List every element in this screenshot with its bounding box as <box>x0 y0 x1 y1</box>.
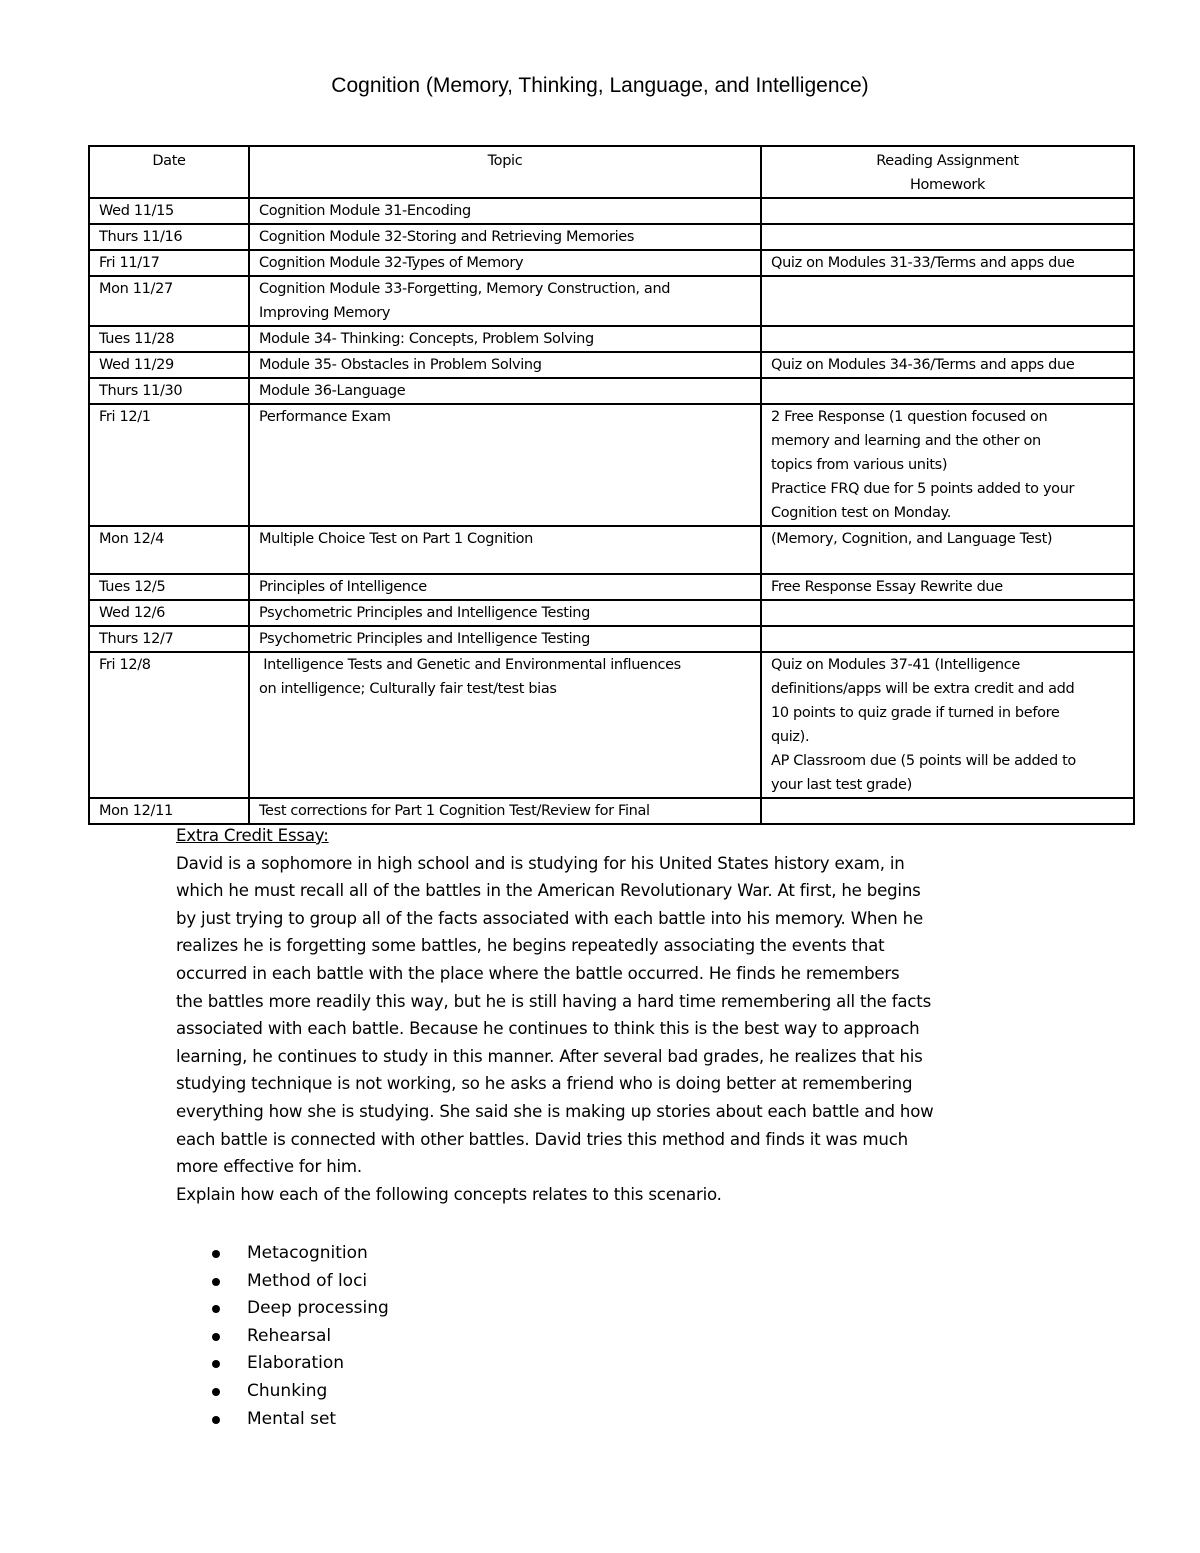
table-row <box>89 352 1134 378</box>
concept-label: Rehearsal <box>247 1325 332 1346</box>
date-cell: Tues 12/5 <box>89 574 249 600</box>
concept-item <box>212 1323 389 1351</box>
essay-line: David is a sophomore in high school and is studying for his United States history exam, in <box>176 853 905 873</box>
date-cell: Thurs 12/7 <box>89 626 249 652</box>
table-row <box>89 600 1134 626</box>
concept-item <box>212 1378 389 1406</box>
topic-cell: Cognition Module 32-Storing and Retrieving Memories <box>249 224 761 250</box>
homework-cell <box>761 224 1134 250</box>
homework-cell: Quiz on Modules 31-33/Terms and apps due <box>761 250 1134 276</box>
bullet-icon <box>212 1416 220 1424</box>
homework-cell: Quiz on Modules 34-36/Terms and apps due <box>761 352 1134 378</box>
bullet-icon <box>212 1333 220 1341</box>
table-row <box>89 224 1134 250</box>
bullet-icon <box>212 1250 220 1258</box>
date-cell: Mon 12/11 <box>89 798 249 824</box>
concept-item <box>212 1350 389 1378</box>
essay-line: everything how she is studying. She said she is making up stories about each battle and how <box>176 1101 934 1121</box>
topic-cell: Module 34- Thinking: Concepts, Problem Solving <box>249 326 761 352</box>
table-row <box>89 404 1134 526</box>
essay-line: realizes he is forgetting some battles, he begins repeatedly associating the events that <box>176 936 885 956</box>
table-row <box>89 574 1134 600</box>
essay-line: which he must recall all of the battles in the American Revolutionary War. At first, he begins <box>176 881 921 901</box>
homework-cell <box>761 378 1134 404</box>
concept-label: Chunking <box>247 1380 328 1401</box>
topic-cell: Test corrections for Part 1 Cognition Test/Review for Final <box>249 798 761 824</box>
concept-label: Deep processing <box>247 1298 389 1319</box>
bullet-icon <box>212 1388 220 1396</box>
bullet-icon <box>212 1305 220 1313</box>
concept-label: Method of loci <box>247 1270 368 1291</box>
date-cell: Wed 11/29 <box>89 352 249 378</box>
homework-cell <box>761 798 1134 824</box>
table-row <box>89 250 1134 276</box>
homework-cell <box>761 600 1134 626</box>
topic-cell: Principles of Intelligence <box>249 574 761 600</box>
table-row <box>89 326 1134 352</box>
homework-cell <box>761 326 1134 352</box>
essay-line: by just trying to group all of the facts associated with each battle into his memory. When he <box>176 908 923 928</box>
table-row <box>89 798 1134 824</box>
page-title: Cognition (Memory, Thinking, Language, and Intelligence) <box>331 74 869 97</box>
date-cell: Fri 11/17 <box>89 250 249 276</box>
table-row <box>89 198 1134 224</box>
concept-label: Metacognition <box>247 1243 368 1263</box>
homework-cell: Quiz on Modules 37-41 (Intelligence definitions/apps will be extra credit and add 10 points to quiz grade if turned in before quiz). AP Classroom due (5 points will be added to your last test grade) <box>761 652 1134 798</box>
topic-cell: Intelligence Tests and Genetic and Environmental influences on intelligence; Culturally fair test/test bias <box>249 652 761 798</box>
table-row <box>89 526 1134 574</box>
concept-item <box>212 1406 389 1434</box>
topic-cell: Module 36-Language <box>249 378 761 404</box>
concept-item <box>212 1295 389 1323</box>
date-cell: Mon 11/27 <box>89 276 249 326</box>
essay-line: studying technique is not working, so he asks a friend who is doing better at remembering <box>176 1074 913 1094</box>
date-cell: Fri 12/8 <box>89 652 249 798</box>
topic-cell: Psychometric Principles and Intelligence Testing <box>249 626 761 652</box>
topic-cell: Psychometric Principles and Intelligence Testing <box>249 600 761 626</box>
essay-line: the battles more readily this way, but he is still having a hard time remembering all the facts <box>176 991 932 1011</box>
extra-credit-essay <box>176 822 1056 1208</box>
table-header-row <box>89 146 1134 198</box>
essay-line: Explain how each of the following concepts relates to this scenario. <box>176 1184 722 1204</box>
topic-cell: Multiple Choice Test on Part 1 Cognition <box>249 526 761 574</box>
homework-cell: Free Response Essay Rewrite due <box>761 574 1134 600</box>
table-row <box>89 276 1134 326</box>
topic-cell: Module 35- Obstacles in Problem Solving <box>249 352 761 378</box>
homework-cell <box>761 198 1134 224</box>
date-cell: Wed 12/6 <box>89 600 249 626</box>
essay-line: more effective for him. <box>176 1157 362 1177</box>
table-row <box>89 378 1134 404</box>
homework-column-header: Reading Assignment Homework <box>761 146 1134 198</box>
concept-label: Mental set <box>247 1408 337 1429</box>
date-cell: Thurs 11/30 <box>89 378 249 404</box>
date-column-header: Date <box>89 146 249 198</box>
homework-cell: 2 Free Response (1 question focused on memory and learning and the other on topics from various units) Practice FRQ due for 5 points added to your Cognition test on Monday. <box>761 404 1134 526</box>
homework-cell <box>761 626 1134 652</box>
topic-cell: Cognition Module 32-Types of Memory <box>249 250 761 276</box>
concept-label: Elaboration <box>247 1353 345 1374</box>
topic-cell: Cognition Module 33-Forgetting, Memory Construction, and Improving Memory <box>249 276 761 326</box>
essay-line: associated with each battle. Because he continues to think this is the best way to approach <box>176 1019 920 1039</box>
topic-cell: Cognition Module 31-Encoding <box>249 198 761 224</box>
essay-line: each battle is connected with other battles. David tries this method and finds it was much <box>176 1129 908 1149</box>
date-cell: Mon 12/4 <box>89 526 249 574</box>
topic-cell: Performance Exam <box>249 404 761 526</box>
schedule-table <box>88 145 1135 825</box>
date-cell: Thurs 11/16 <box>89 224 249 250</box>
table-row <box>89 626 1134 652</box>
concept-item <box>212 1268 389 1296</box>
date-cell: Tues 11/28 <box>89 326 249 352</box>
schedule-body <box>89 198 1134 824</box>
bullet-icon <box>212 1278 220 1286</box>
date-cell: Fri 12/1 <box>89 404 249 526</box>
date-cell: Wed 11/15 <box>89 198 249 224</box>
essay-line: occurred in each battle with the place where the battle occurred. He finds he remembers <box>176 963 900 983</box>
homework-cell <box>761 276 1134 326</box>
essay-line: learning, he continues to study in this manner. After several bad grades, he realizes that his <box>176 1046 923 1066</box>
table-row <box>89 652 1134 798</box>
topic-column-header: Topic <box>249 146 761 198</box>
homework-cell: (Memory, Cognition, and Language Test) <box>761 526 1134 574</box>
bullet-icon <box>212 1360 220 1368</box>
concept-list <box>212 1240 389 1433</box>
concept-item <box>212 1240 389 1268</box>
essay-prompt <box>176 850 1056 1209</box>
essay-heading: Extra Credit Essay: <box>176 826 329 845</box>
